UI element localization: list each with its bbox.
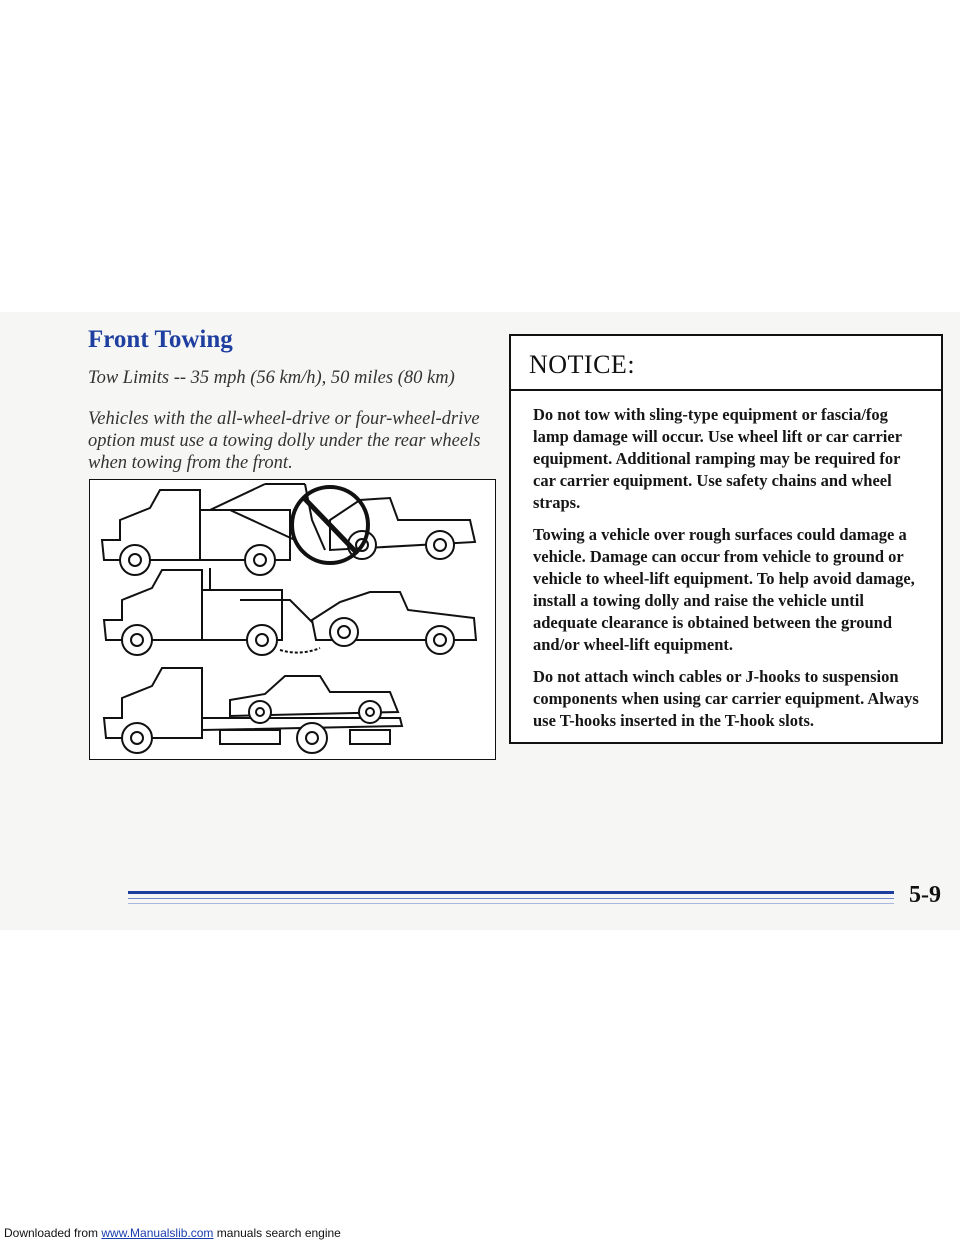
sling-tow-scene <box>102 484 475 575</box>
download-footer <box>4 1226 341 1240</box>
notice-paragraph: Towing a vehicle over rough surfaces could damage a vehicle. Damage can occur from vehicle to ground or vehicle to wheel-lift equipment. To help avoid damage, install a towing dolly and raise the vehicle until adequate clearance is obtained between the ground and/or wheel-lift equipment. <box>533 525 915 654</box>
tow-limits-text: Tow Limits -- 35 mph (56 km/h), 50 miles (80 km) <box>88 368 455 388</box>
notice-paragraph: Do not attach winch cables or J-hooks to suspension components when using car carrier equipment. Always use T-hooks inserted in the T-hook slots. <box>533 667 919 730</box>
towing-methods-illustration <box>89 479 496 760</box>
notice-heading: NOTICE: <box>511 336 941 391</box>
awd-4wd-note: Vehicles with the all-wheel-drive or four-wheel-drive option must use a towing dolly under the rear wheels when towing from the front. <box>88 409 481 473</box>
notice-box <box>509 334 943 744</box>
footer-rule <box>128 898 894 899</box>
car-carrier-scene <box>104 668 402 753</box>
notice-paragraph: Do not tow with sling-type equipment or fascia/fog lamp damage will occur. Use wheel lift or car carrier equipment. Additional ramping may be required for car carrier equipment. Use safety chains and wheel straps. <box>533 405 902 512</box>
footer-rule <box>128 903 894 904</box>
footer-rule <box>128 891 894 894</box>
notice-body <box>511 391 941 732</box>
wheel-lift-scene <box>104 568 476 655</box>
page-number: 5-9 <box>909 882 941 908</box>
manualslib-link[interactable]: www.Manualslib.com <box>101 1226 214 1240</box>
footer-suffix: manuals search engine <box>213 1226 341 1240</box>
footer-prefix: Downloaded from <box>4 1226 102 1240</box>
section-title: Front Towing <box>88 326 233 353</box>
